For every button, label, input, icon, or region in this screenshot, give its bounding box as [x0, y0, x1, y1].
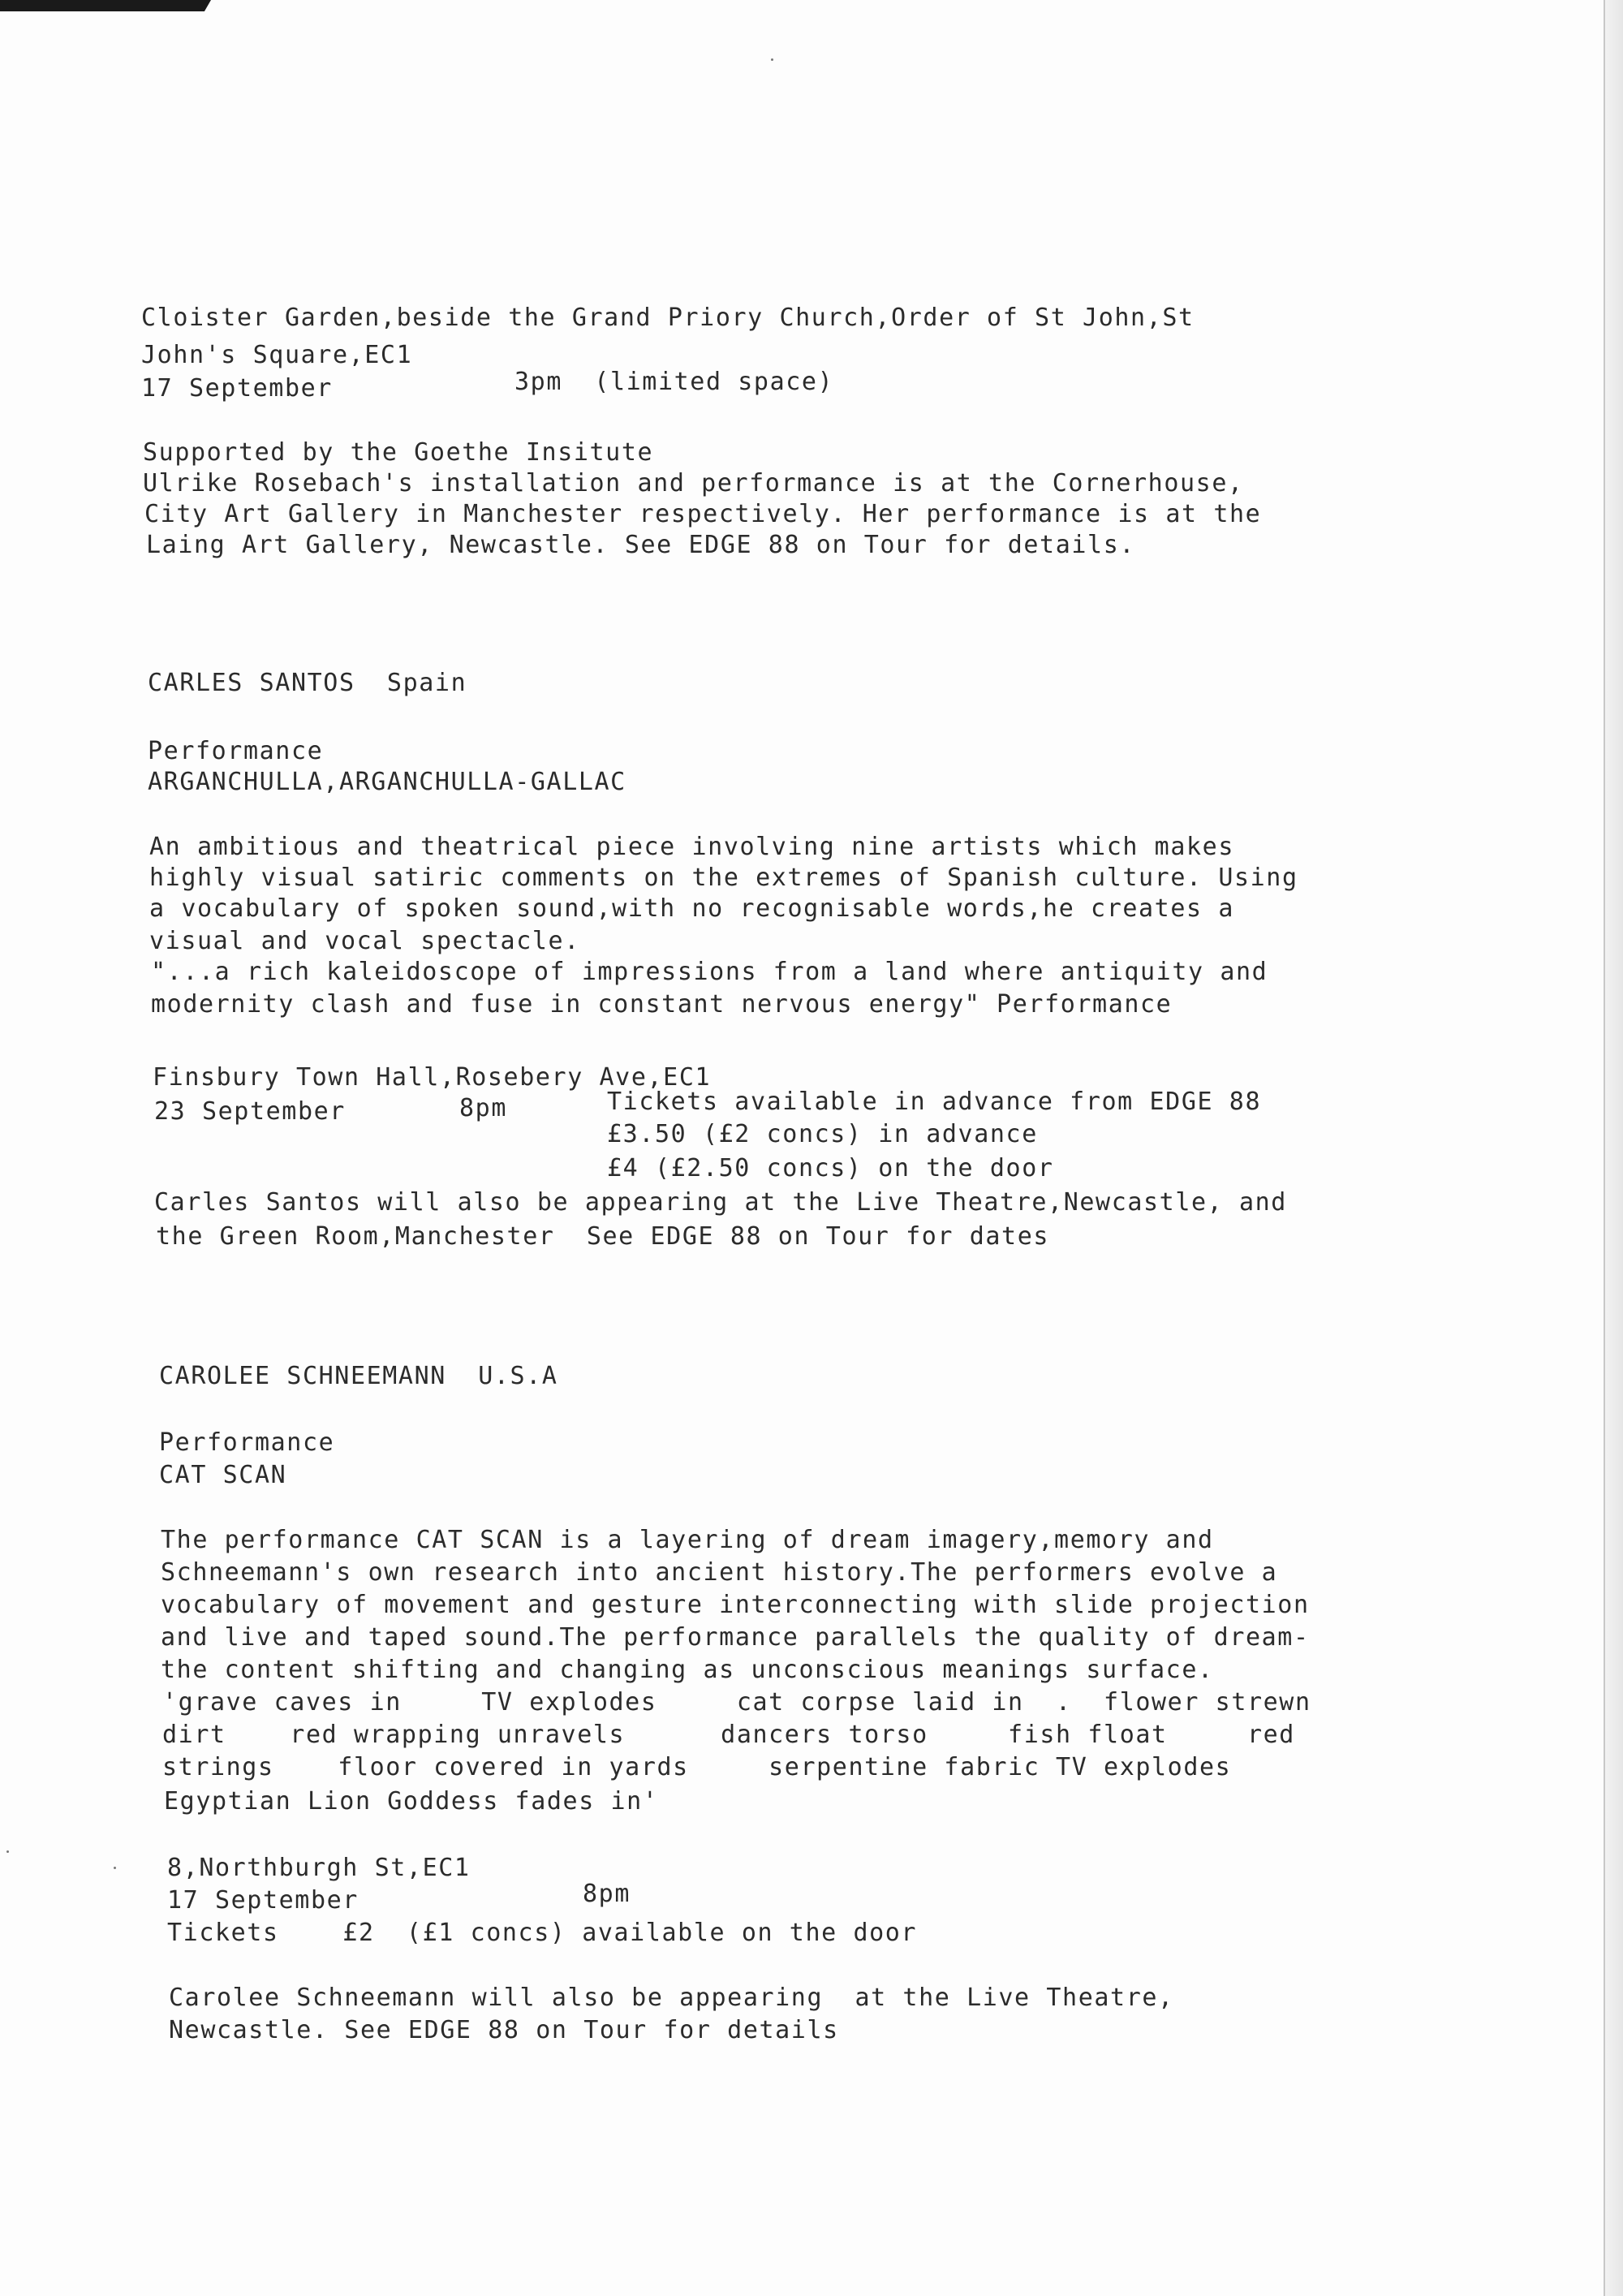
category-label: Performance	[148, 737, 324, 765]
venue-address: 8,Northburgh St,EC1	[167, 1854, 471, 1882]
support-line-4: Laing Art Gallery, Newcastle. See EDGE 88 on Tour for details.	[146, 531, 1136, 559]
also-appearing-line: Carles Santos will also be appearing at the Live Theatre,Newcastle, and	[154, 1188, 1287, 1217]
description-line: vocabulary of movement and gesture interconnecting with slide projection	[161, 1591, 1310, 1619]
poem-line: 'grave caves in TV explodes cat corpse laid in . flower strewn	[162, 1688, 1311, 1717]
venue-address-line-1: Cloister Garden,beside the Grand Priory Church,Order of St John,St	[141, 304, 1195, 332]
category-label: Performance	[159, 1428, 335, 1457]
also-appearing-line: Newcastle. See EDGE 88 on Tour for details	[169, 2016, 839, 2044]
quote-line: modernity clash and fuse in constant nervous energy" Performance	[151, 990, 1173, 1019]
support-line-2: Ulrike Rosebach's installation and performance is at the Cornerhouse,	[143, 469, 1244, 498]
event-time: 8pm	[459, 1094, 507, 1122]
venue-address: Finsbury Town Hall,Rosebery Ave,EC1	[153, 1063, 712, 1092]
description-line: The performance CAT SCAN is a layering of dream imagery,memory and	[161, 1526, 1214, 1554]
scan-speck	[771, 58, 773, 61]
ticket-price: £3.50 (£2 concs) in advance	[607, 1120, 1038, 1148]
poem-line: strings floor covered in yards serpentine fabric TV explodes	[162, 1753, 1232, 1781]
ticket-info: Tickets £2 (£1 concs) available on the door	[167, 1919, 918, 1947]
also-appearing-line: the Green Room,Manchester See EDGE 88 on Tour for dates	[156, 1222, 1050, 1251]
event-date: 23 September	[154, 1097, 346, 1126]
venue-address-line-2: John's Square,EC1	[141, 341, 413, 369]
description-line: a vocabulary of spoken sound,with no recognisable words,he creates a	[149, 894, 1234, 923]
event-date: 17 September	[141, 374, 333, 403]
support-line-1: Supported by the Goethe Insitute	[143, 438, 654, 467]
event-time: 3pm (limited space)	[514, 368, 834, 396]
description-line: highly visual satiric comments on the extremes of Spanish culture. Using	[149, 864, 1298, 892]
support-line-3: City Art Gallery in Manchester respectively. Her performance is at the	[144, 500, 1262, 528]
work-title: CAT SCAN	[159, 1461, 287, 1489]
event-date: 17 September	[167, 1886, 359, 1915]
page-edge-shadow	[1604, 0, 1623, 2296]
scan-speck	[6, 1850, 9, 1853]
description-line: the content shifting and changing as unconscious meanings surface.	[161, 1656, 1214, 1684]
description-line: An ambitious and theatrical piece involving nine artists which makes	[149, 833, 1234, 861]
ticket-price: £4 (£2.50 concs) on the door	[607, 1154, 1054, 1182]
work-title: ARGANCHULLA,ARGANCHULLA-GALLAC	[148, 768, 626, 796]
artist-heading-schneemann: CAROLEE SCHNEEMANN U.S.A	[159, 1362, 558, 1390]
poem-line: Egyptian Lion Goddess fades in'	[164, 1787, 659, 1816]
quote-line: "...a rich kaleidoscope of impressions from a land where antiquity and	[151, 958, 1268, 986]
description-line: and live and taped sound.The performance parallels the quality of dream-	[161, 1623, 1310, 1652]
poem-line: dirt red wrapping unravels dancers torso fish float red	[162, 1721, 1295, 1749]
description-line: Schneemann's own research into ancient history.The performers evolve a	[161, 1558, 1278, 1587]
description-line: visual and vocal spectacle.	[149, 927, 580, 955]
scan-speck	[114, 1867, 116, 1869]
event-time: 8pm	[583, 1880, 631, 1908]
also-appearing-line: Carolee Schneemann will also be appearing at the Live Theatre,	[169, 1984, 1174, 2012]
scan-corner-mark	[0, 0, 211, 11]
ticket-info: Tickets available in advance from EDGE 88	[607, 1088, 1262, 1116]
artist-heading-santos: CARLES SANTOS Spain	[148, 669, 467, 697]
